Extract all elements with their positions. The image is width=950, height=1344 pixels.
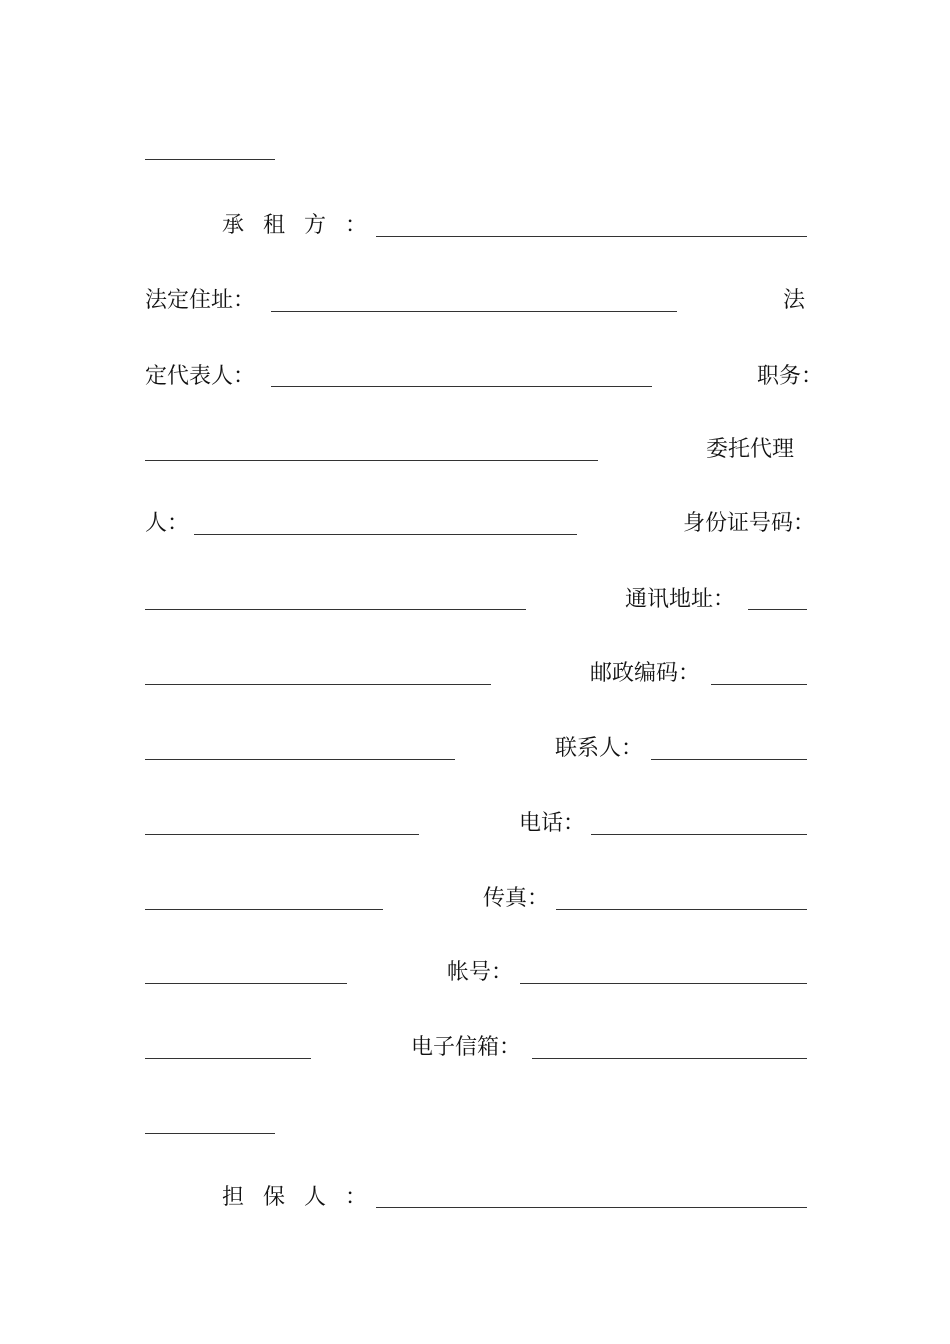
phone-field-start[interactable] <box>591 834 807 835</box>
email-field[interactable] <box>145 1133 275 1134</box>
id-number-field[interactable] <box>145 609 526 610</box>
fax-field-start[interactable] <box>556 909 807 910</box>
agent-label-end: 人： <box>145 511 190 536</box>
legal-rep-label-start: 法 <box>783 288 806 313</box>
contact-field[interactable] <box>145 834 419 835</box>
phone-field[interactable] <box>145 909 383 910</box>
postal-code-field-start[interactable] <box>711 684 807 685</box>
blank-line-previous-section[interactable] <box>145 159 275 160</box>
fax-label: 传真： <box>483 886 550 911</box>
agent-label-start: 委托代理 <box>706 437 795 462</box>
id-number-label: 身份证号码： <box>683 511 816 536</box>
guarantor-label: 担 保 人 ： <box>222 1185 373 1210</box>
lessee-label: 承 租 方 ： <box>222 213 373 238</box>
postal-code-label: 邮政编码： <box>590 661 701 686</box>
agent-field[interactable] <box>194 534 577 535</box>
lessee-field[interactable] <box>376 236 807 237</box>
legal-rep-field[interactable] <box>271 386 652 387</box>
account-label: 帐号： <box>447 960 514 985</box>
guarantor-field[interactable] <box>376 1207 807 1208</box>
phone-label: 电话： <box>519 811 586 836</box>
account-field[interactable] <box>145 1058 311 1059</box>
contact-label: 联系人： <box>555 736 644 761</box>
mailing-address-field-start[interactable] <box>748 609 807 610</box>
mailing-address-label: 通讯地址： <box>625 587 736 612</box>
postal-code-field[interactable] <box>145 759 455 760</box>
contact-field-start[interactable] <box>651 759 807 760</box>
mailing-address-field[interactable] <box>145 684 491 685</box>
fax-field[interactable] <box>145 983 347 984</box>
position-label: 职务： <box>757 364 824 389</box>
email-label: 电子信箱： <box>411 1035 522 1060</box>
legal-address-field[interactable] <box>271 311 677 312</box>
account-field-start[interactable] <box>520 983 807 984</box>
position-field[interactable] <box>145 460 598 461</box>
email-field-start[interactable] <box>532 1058 807 1059</box>
legal-rep-label: 定代表人： <box>145 364 256 389</box>
legal-address-label: 法定住址： <box>145 288 256 313</box>
